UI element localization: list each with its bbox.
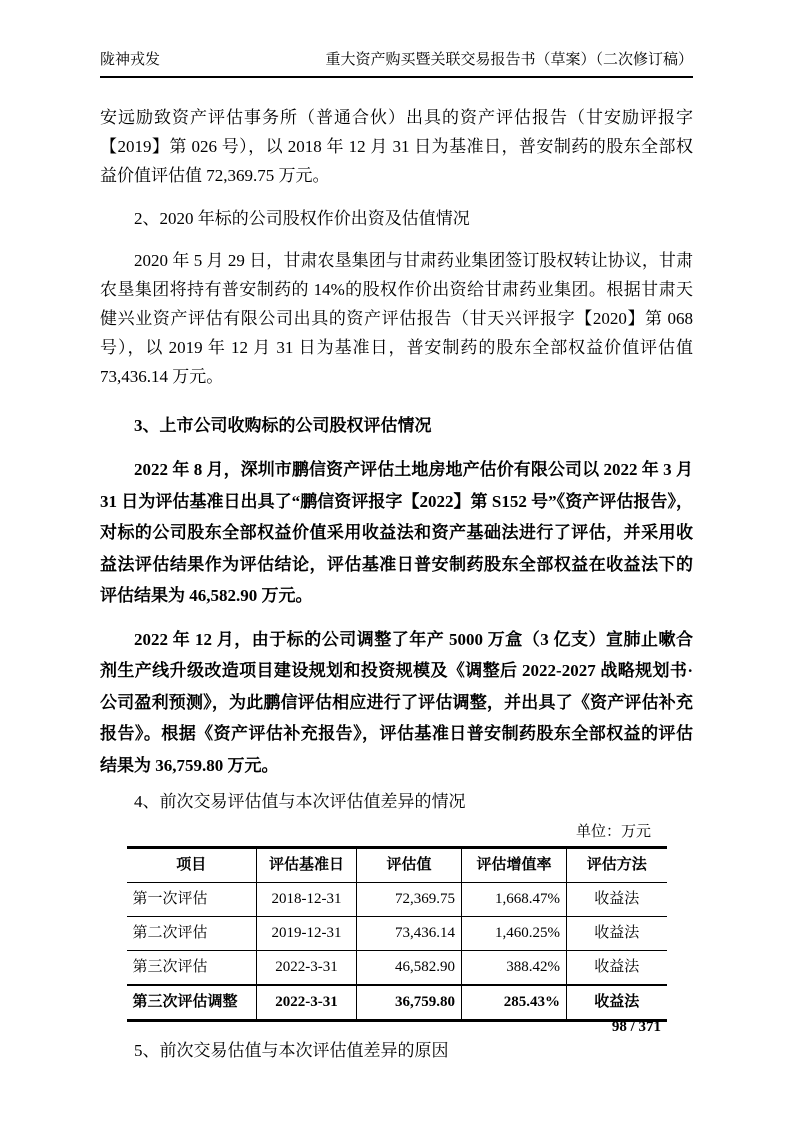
cell-item: 第三次评估 [127,951,257,986]
table-row [127,951,667,986]
section-heading-5: 5、前次交易估值与本次评估值差异的原因 [134,1041,449,1060]
paragraph-2022-august-appraisal: 2022 年 8 月，深圳市鹏信资产评估土地房地产估价有限公司以 2022 年 3 月 31 日为评估基准日出具了“鹏信资评报字【2022】第 S152 号”《资产评估报告》，对标的公司股东全部权益价值采用收益法和资产基础法进行了评估，并采用收益法评估结果作为评估结论，评估基准日普安制药股东全部权益在收益法下的评估结果为 46,582.90 万元。 [100,460,693,605]
table-row [127,917,667,951]
cell-item: 第三次评估调整 [127,985,257,1021]
section-heading-4: 4、前次交易评估值与本次评估值差异的情况 [134,792,466,811]
header-company-name: 陇神戎发 [100,52,161,68]
cell-date: 2018-12-31 [257,883,357,917]
cell-rate: 388.42% [462,951,567,986]
cell-value: 36,759.80 [357,985,462,1021]
paragraph-2020-transfer: 2020 年 5 月 29 日，甘肃农垦集团与甘肃药业集团签订股权转让协议，甘肃农垦集团将持有普安制药的 14%的股权作价出资给甘肃药业集团。根据甘肃天健兴业资产评估有限公司出具的资产评估报告（甘天兴评报字【2020】第 068 号），以 2019 年 12 月 31 日为基准日，普安制药的股东全部权益价值评估值 73,436.14 万元。 [100,251,693,386]
column-header-date: 评估基准日 [257,848,357,883]
valuation-comparison-table [127,846,667,1022]
cell-value: 73,436.14 [357,917,462,951]
cell-item: 第一次评估 [127,883,257,917]
page-header [100,50,693,78]
page-number: 98 / 371 [611,1019,661,1035]
cell-date: 2022-3-31 [257,951,357,986]
column-header-method: 评估方法 [567,848,667,883]
cell-value: 46,582.90 [357,951,462,986]
cell-rate: 1,460.25% [462,917,567,951]
document-body [100,103,693,1065]
column-header-value: 评估值 [357,848,462,883]
paragraph-prior-appraisal-2019: 安远励致资产评估事务所（普通合伙）出具的资产评估报告（甘安励评报字【2019】第 026 号），以 2018 年 12 月 31 日为基准日，普安制药的股东全部权益价值评估值 72,369.75 万元。 [100,108,693,185]
table-row-adjustment [127,985,667,1021]
cell-item: 第二次评估 [127,917,257,951]
cell-value: 72,369.75 [357,883,462,917]
paragraph-2022-december-adjustment: 2022 年 12 月，由于标的公司调整了年产 5000 万盒（3 亿支）宣肺止嗽合剂生产线升级改造项目建设规划和投资规模及《调整后 2022-2027 战略规划书·公司盈利预测》，为此鹏信评估相应进行了评估调整，并出具了《资产评估补充报告》。根据《资产评估补充报告》，评估基准日普安制药股东全部权益的评估结果为 36,759.80 万元。 [100,629,693,775]
cell-method: 收益法 [567,917,667,951]
cell-date: 2019-12-31 [257,917,357,951]
cell-method: 收益法 [567,883,667,917]
cell-method: 收益法 [567,951,667,986]
section-heading-3: 3、上市公司收购标的公司股权评估情况 [134,416,432,435]
table-row [127,883,667,917]
cell-date: 2022-3-31 [257,985,357,1021]
table-unit-label: 单位：万元 [575,824,651,840]
column-header-rate: 评估增值率 [462,848,567,883]
header-document-title: 重大资产购买暨关联交易报告书（草案）（二次修订稿） [325,52,693,68]
cell-rate: 1,668.47% [462,883,567,917]
section-heading-2: 2、2020 年标的公司股权作价出资及估值情况 [134,209,470,228]
cell-rate: 285.43% [462,985,567,1021]
table-header-row [127,848,667,883]
column-header-item: 项目 [127,848,257,883]
cell-method: 收益法 [567,985,667,1021]
